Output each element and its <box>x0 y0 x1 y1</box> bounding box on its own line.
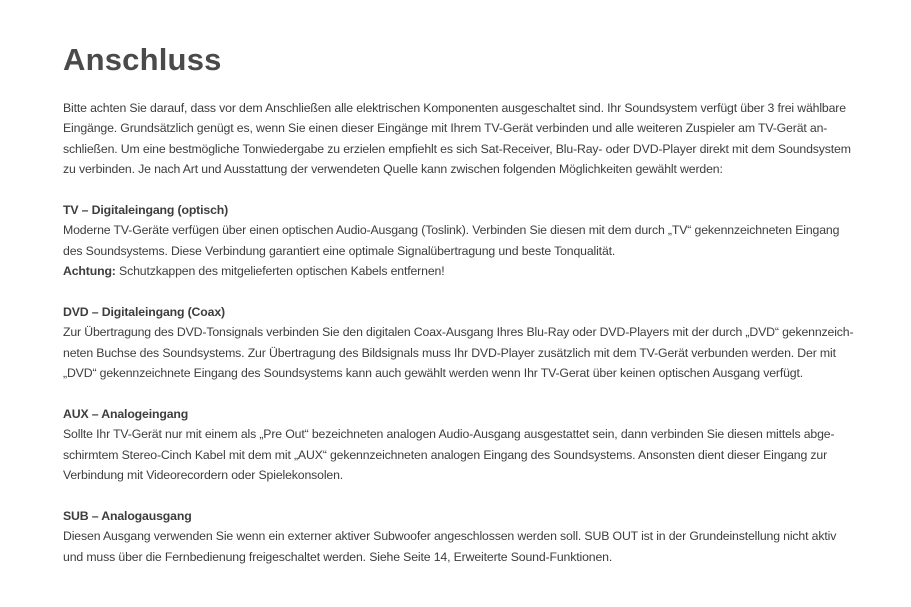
section-aux-line: schirmtem Stereo-Cinch Kabel mit dem mit „AUX“ gekennzeichneten analogen Eingang des Soundsystems. Ansonsten dient dieser Eingang zur <box>63 447 828 462</box>
intro-line: schließen. Um eine bestmögliche Tonwiedergabe zu erzielen empfiehlt es sich Sat-Receiver, Blu-Ray- oder DVD-Player direkt mit dem Soundsystem <box>63 141 851 156</box>
section-dvd-line: neten Buchse des Soundsystems. Zur Übertragung des Bildsignals muss Ihr DVD-Player zusätzlich mit dem TV-Gerät verbunden werden. Der mit <box>63 345 836 360</box>
section-sub <box>63 506 863 567</box>
document-page <box>63 40 863 567</box>
section-sub-line: und muss über die Fernbedienung freigeschaltet werden. Siehe Seite 14, Erweiterte Sound-Funktionen. <box>63 549 613 564</box>
section-dvd <box>63 302 863 384</box>
section-tv-note <box>63 261 863 281</box>
intro-line: Eingänge. Grundsätzlich genügt es, wenn Sie einen dieser Eingänge mit Ihrem TV-Gerät verbinden und alle weiteren Zuspieler am TV-Gerät an- <box>63 121 828 136</box>
section-aux <box>63 404 863 486</box>
section-aux-line: Verbindung mit Videorecordern oder Spielekonsolen. <box>63 468 344 483</box>
section-sub-line: Diesen Ausgang verwenden Sie wenn ein externer aktiver Subwoofer angeschlossen werden soll. SUB OUT ist in der Grundeinstellung nicht aktiv <box>63 529 837 544</box>
intro-line: zu verbinden. Je nach Art und Ausstattung der verwendeten Quelle kann zwischen folgenden Möglichkeiten gewählt werden: <box>63 162 723 177</box>
intro-paragraph <box>63 98 863 180</box>
section-tv-line: des Soundsystems. Diese Verbindung garantiert eine optimale Signalübertragung und beste Tonqualität. <box>63 243 616 258</box>
section-heading-dvd: DVD – Digitaleingang (Coax) <box>63 305 225 320</box>
section-aux-line: Sollte Ihr TV-Gerät nur mit einem als „Pre Out“ bezeichneten analogen Audio-Ausgang ausgestattet sein, dann verbinden Sie diesen mittels abge- <box>63 427 835 442</box>
section-heading-tv: TV – Digitaleingang (optisch) <box>63 203 229 218</box>
note-text: Schutzkappen des mitgelieferten optischen Kabels entfernen! <box>115 264 445 279</box>
section-heading-aux: AUX – Analogeingang <box>63 407 189 422</box>
section-dvd-line: „DVD“ gekennzeichnete Eingang des Soundsystems kann auch gewählt werden wenn Ihr TV-Gerat über keinen optischen Ausgang verfügt. <box>63 366 804 381</box>
section-tv <box>63 200 863 282</box>
page-title: Anschluss <box>63 42 222 77</box>
note-label: Achtung: <box>63 264 116 279</box>
section-tv-line: Moderne TV-Geräte verfügen über einen optischen Audio-Ausgang (Toslink). Verbinden Sie diesen mit dem durch „TV“ gekennzeichneten Eingang <box>63 223 840 238</box>
intro-line: Bitte achten Sie darauf, dass vor dem Anschließen alle elektrischen Komponenten ausgeschaltet sind. Ihr Soundsystem verfügt über 3 frei wählbare <box>63 101 846 115</box>
section-heading-sub: SUB – Analogausgang <box>63 509 192 524</box>
section-dvd-line: Zur Übertragung des DVD-Tonsignals verbinden Sie den digitalen Coax-Ausgang Ihres Blu-Ray oder DVD-Players mit der durch „DVD“ gekennzeich- <box>63 325 854 340</box>
